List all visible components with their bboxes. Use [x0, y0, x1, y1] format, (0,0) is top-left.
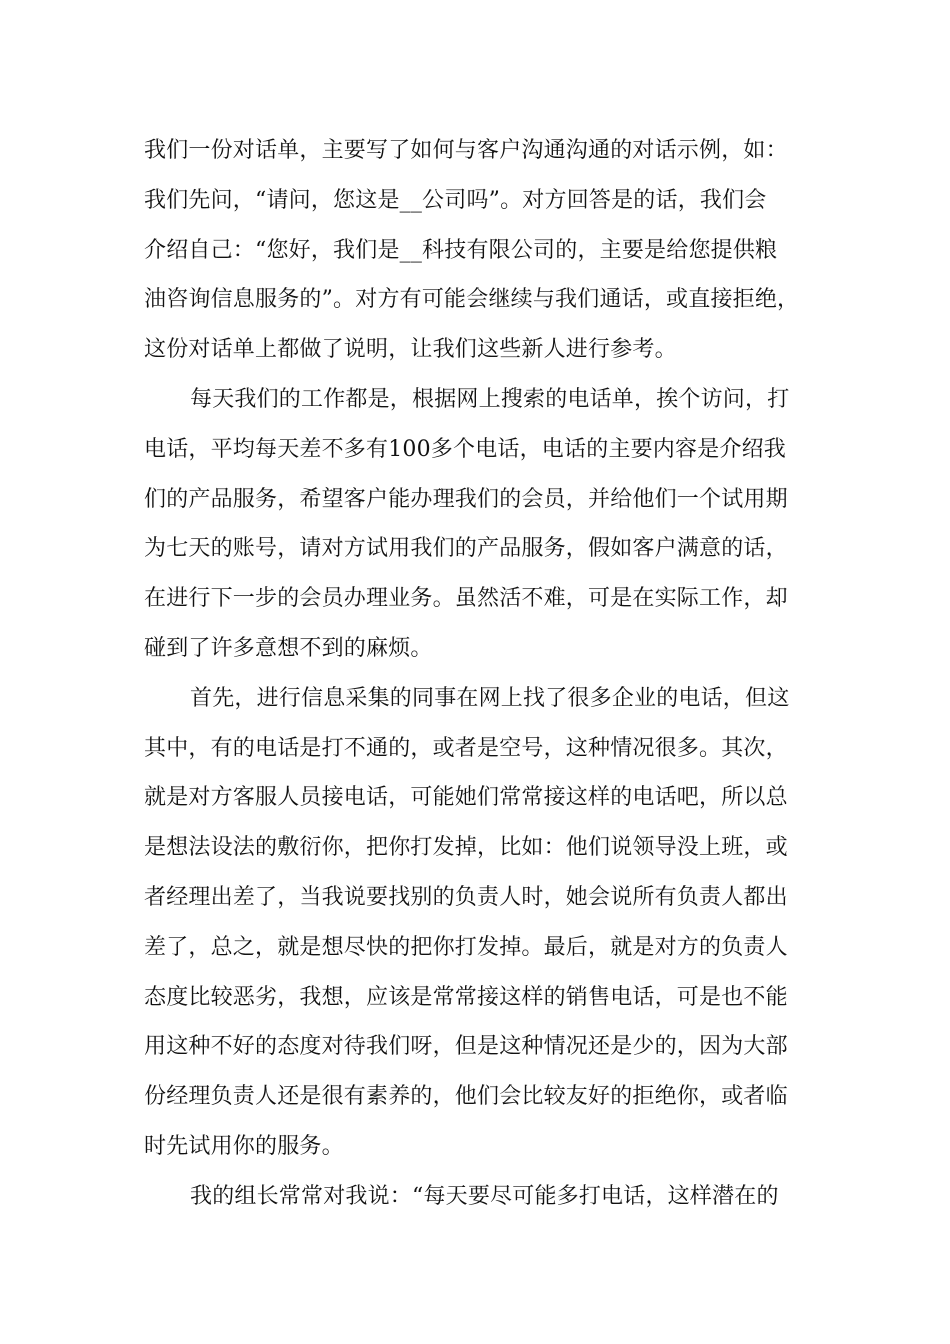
text-line: 其中，有的电话是打不通的，或者是空号，这种情况很多。其次，: [144, 735, 788, 761]
text-line: 在进行下一步的会员办理业务。虽然活不难，可是在实际工作，却: [144, 586, 788, 612]
paragraph-3: [144, 674, 824, 1172]
text-line: 者经理出差了，当我说要找别的负责人时，她会说所有负责人都出: [144, 884, 788, 910]
text-line: 是想法设法的敷衍你，把你打发掉，比如：他们说领导没上班，或: [144, 835, 788, 861]
text-line: 为七天的账号，请对方试用我们的产品服务，假如客户满意的话，: [144, 536, 788, 562]
text-line: 油咨询信息服务的”。对方有可能会继续与我们通话，或直接拒绝，: [144, 287, 800, 313]
text-line: 时先试用你的服务。: [144, 1133, 344, 1159]
text-line: 这份对话单上都做了说明，让我们这些新人进行参考。: [144, 337, 677, 363]
text-line: 介绍自己：“您好，我们是__科技有限公司的，主要是给您提供粮: [144, 237, 778, 263]
text-line: 碰到了许多意想不到的麻烦。: [144, 635, 433, 661]
text-line: 态度比较恶劣，我想，应该是常常接这样的销售电话，可是也不能: [144, 984, 788, 1010]
text-line: 差了，总之，就是想尽快的把你打发掉。最后，就是对方的负责人: [144, 934, 788, 960]
text-line: 我的组长常常对我说：“每天要尽可能多打电话，这样潜在的: [190, 1183, 779, 1209]
text-line: 用这种不好的态度对待我们呀，但是这种情况还是少的，因为大部: [144, 1034, 788, 1060]
text-line: 我们先问，“请问，您这是__公司吗”。对方回答是的话，我们会: [144, 187, 767, 213]
text-line: 电话，平均每天差不多有100多个电话，电话的主要内容是介绍我: [144, 436, 786, 462]
text-line: 每天我们的工作都是，根据网上搜索的电话单，挨个访问，打: [190, 386, 790, 412]
document-body: [144, 126, 824, 1222]
paragraph-2: [144, 375, 824, 674]
text-line: 首先，进行信息采集的同事在网上找了很多企业的电话，但这: [190, 685, 790, 711]
text-line: 我们一份对话单，主要写了如何与客户沟通沟通的对话示例，如：: [144, 138, 788, 163]
text-line: 份经理负责人还是很有素养的，他们会比较友好的拒绝你，或者临: [144, 1084, 788, 1110]
text-line: 就是对方客服人员接电话，可能她们常常接这样的电话吧，所以总: [144, 785, 788, 811]
text-line: 们的产品服务，希望客户能办理我们的会员，并给他们一个试用期: [144, 486, 788, 512]
paragraph-4: [144, 1172, 824, 1222]
paragraph-1: [144, 126, 824, 375]
